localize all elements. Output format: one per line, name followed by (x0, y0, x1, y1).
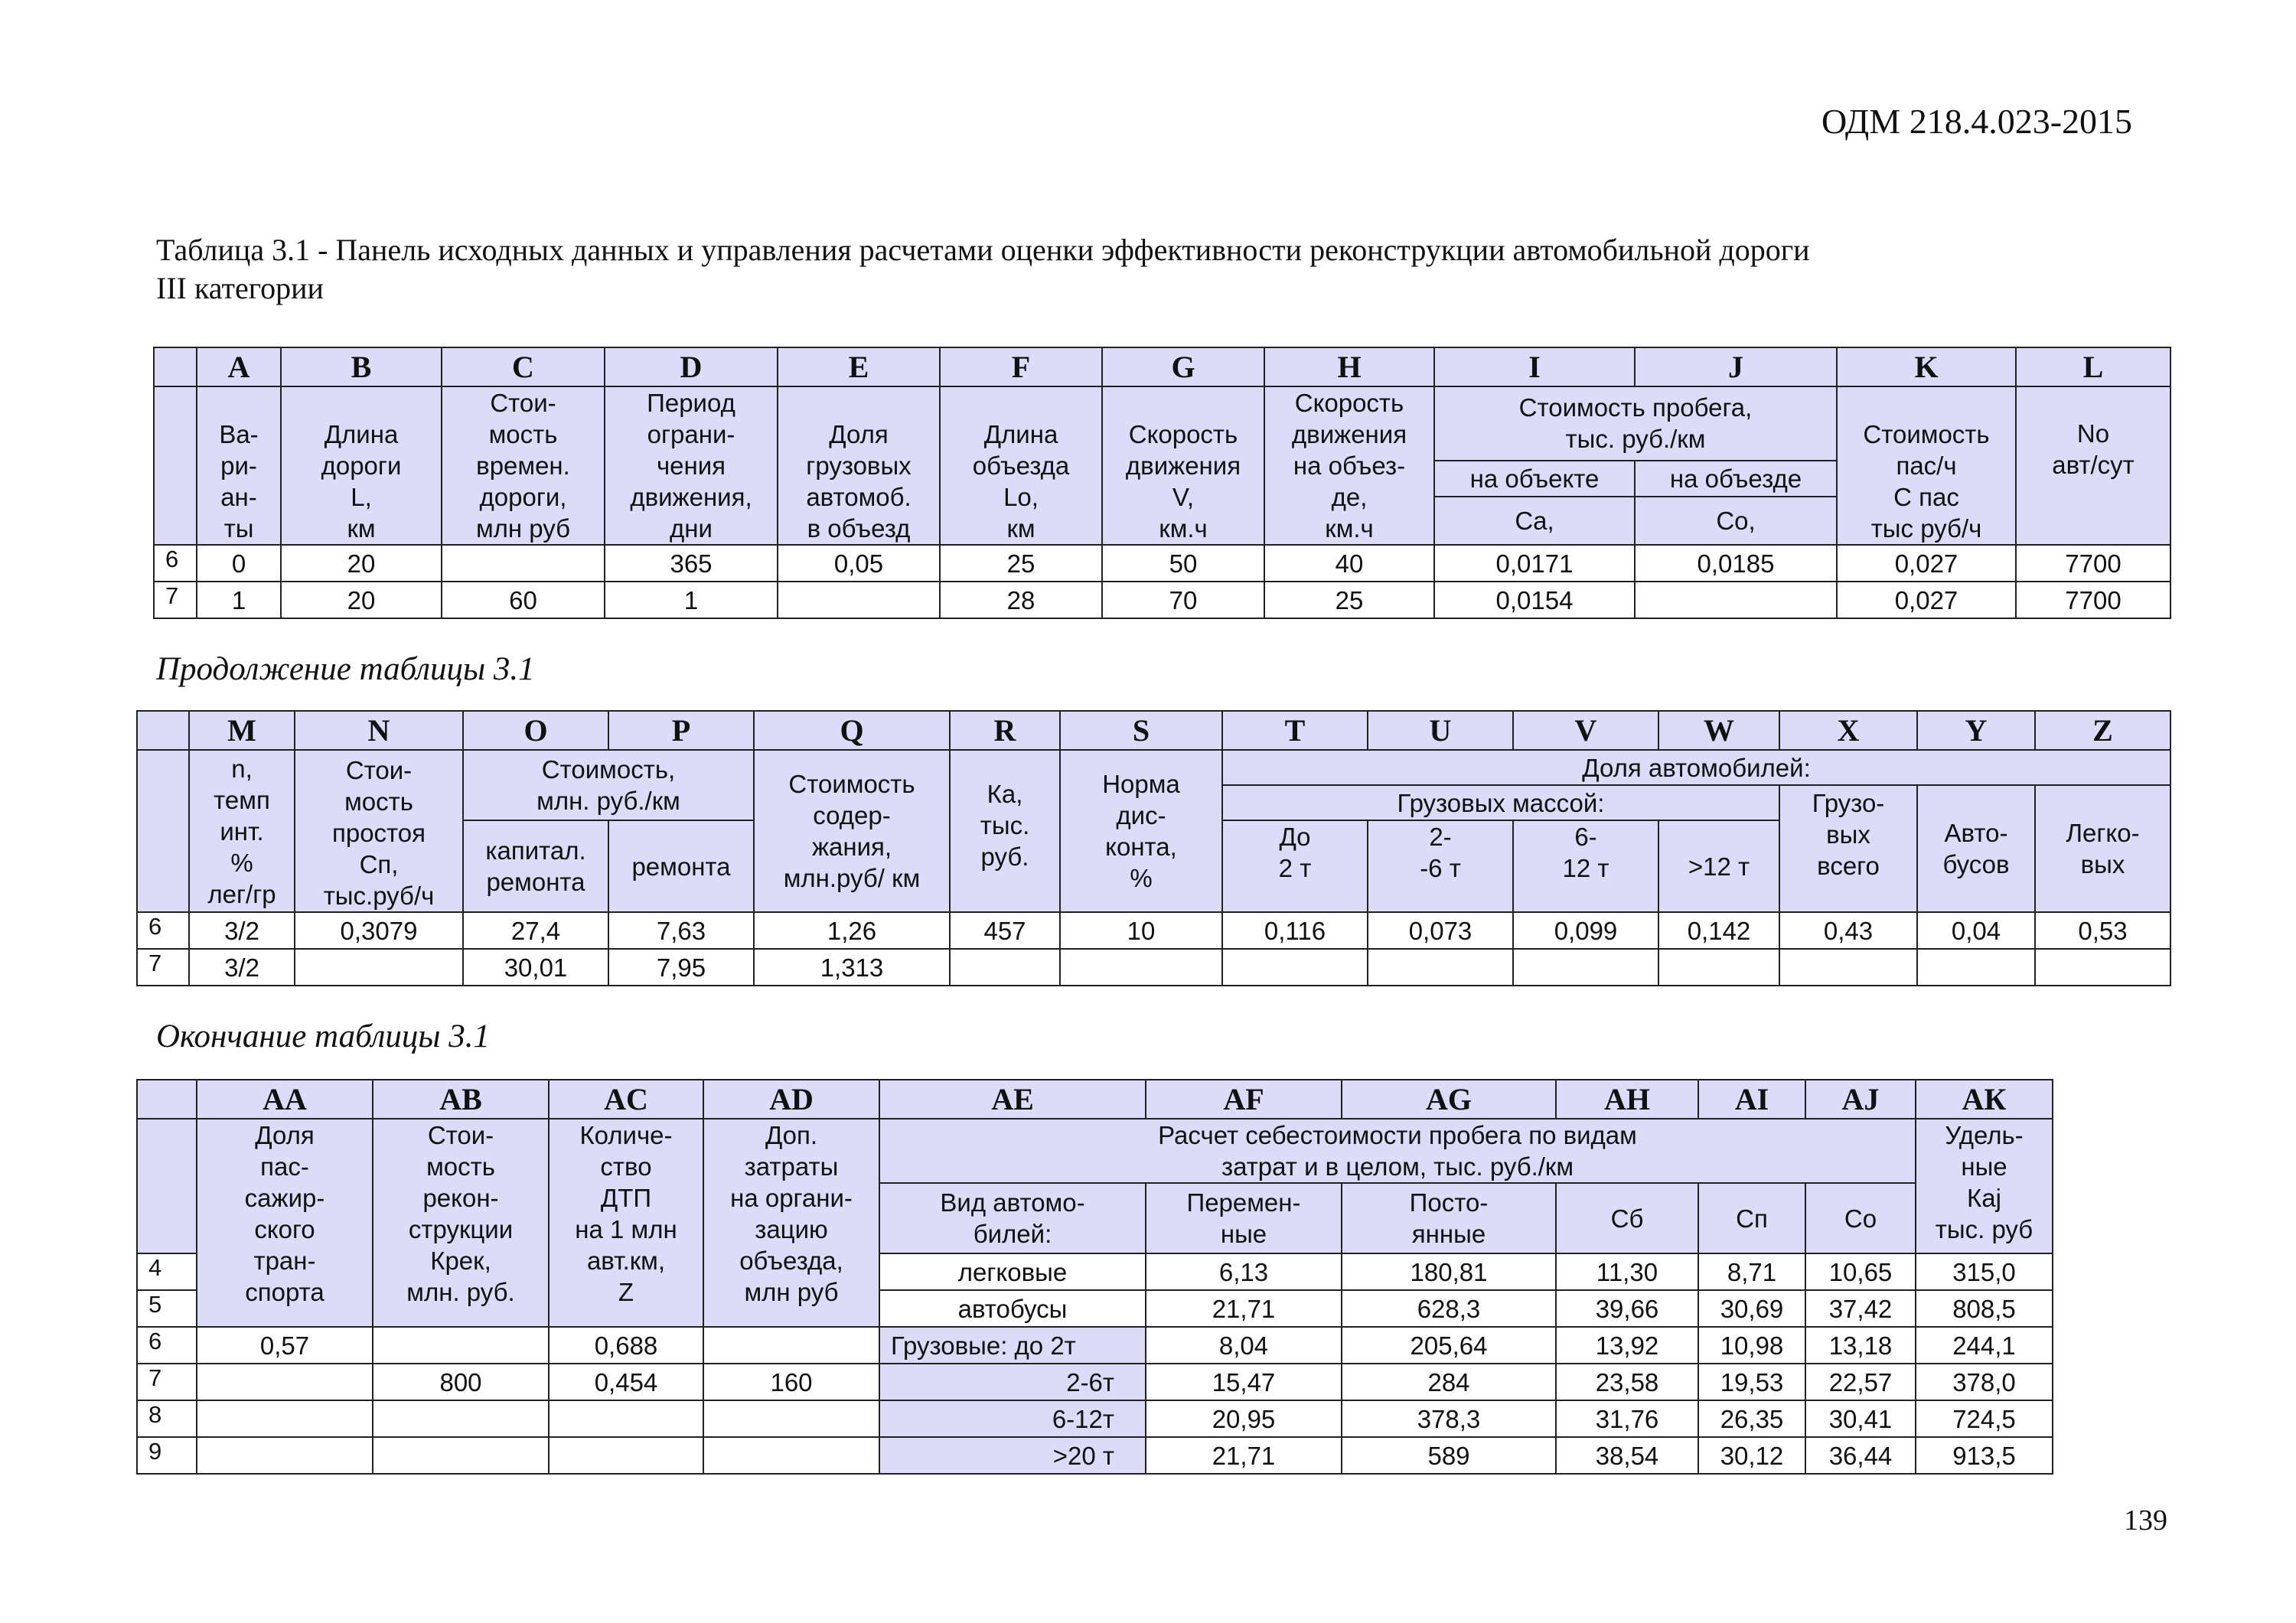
cell: 20 (281, 545, 442, 582)
cell: 38,54 (1556, 1437, 1698, 1474)
cell: 0,116 (1222, 912, 1368, 949)
header-row (137, 750, 2170, 785)
row-number: 6 (154, 545, 197, 582)
cell: 10 (1060, 912, 1222, 949)
cell: 7700 (2016, 545, 2170, 582)
cell: 6-12т (879, 1400, 1146, 1437)
header-run-cost: Стоимость пробега, тыс. руб./км (1434, 386, 1837, 461)
header-road-length: Длина дороги L, км (281, 386, 442, 545)
column-letters-row (137, 1080, 2053, 1119)
cell: 13,92 (1556, 1327, 1698, 1364)
cell (1658, 949, 1779, 986)
col-letter: K (1837, 347, 2016, 386)
header-buses: Авто- бусов (1917, 785, 2035, 912)
cell (549, 1437, 703, 1474)
cell: 37,42 (1805, 1290, 1916, 1327)
col-letter: AC (549, 1080, 703, 1119)
col-letter: N (295, 711, 463, 750)
col-letter: M (189, 711, 295, 750)
header-so: Со (1805, 1183, 1916, 1253)
cell: 30,01 (463, 949, 608, 986)
column-letters-row (154, 347, 2170, 386)
header-sp: Сп (1698, 1183, 1805, 1253)
cell (373, 1327, 549, 1364)
col-letter: O (463, 711, 608, 750)
header-capital-repair: капитал. ремонта (463, 820, 608, 912)
cell: 1 (197, 582, 281, 618)
cell: 205,64 (1342, 1327, 1556, 1364)
cell (373, 1437, 549, 1474)
cell (1635, 582, 1837, 618)
cell: 2-6т (879, 1364, 1146, 1400)
cell: 589 (1342, 1437, 1556, 1474)
continuation-title: Продолжение таблицы 3.1 (156, 651, 535, 687)
cell: 7,63 (608, 912, 754, 949)
corner-cell (137, 1119, 197, 1253)
col-letter: P (608, 711, 754, 750)
cell: 8,71 (1698, 1253, 1805, 1290)
col-letter: E (778, 347, 940, 386)
header-over-12t: >12 т (1658, 820, 1779, 912)
table-part-1 (153, 347, 2171, 619)
cell (703, 1400, 879, 1437)
cell: 60 (442, 582, 605, 618)
table-row (137, 949, 2170, 986)
col-letter: G (1102, 347, 1264, 386)
header-truck-share: Доля грузовых автомоб. в объезд (778, 386, 940, 545)
col-letter: R (950, 711, 1060, 750)
cell (1513, 949, 1658, 986)
col-letter: X (1779, 711, 1917, 750)
header-detour-length: Длина объезда Lo, км (940, 386, 1102, 545)
cell: 40 (1264, 545, 1434, 582)
cell: 3/2 (189, 949, 295, 986)
cell (549, 1400, 703, 1437)
row-number: 9 (137, 1437, 197, 1474)
table-caption (156, 231, 2146, 308)
table-row (154, 545, 2170, 582)
cell: 724,5 (1916, 1400, 2053, 1437)
table-row (137, 1327, 2053, 1364)
cell: 28 (940, 582, 1102, 618)
table-row (137, 1400, 2053, 1437)
header-extra-costs: Доп. затраты на органи- зацию объезда, млн руб (703, 1119, 879, 1327)
header-fixed: Посто- янные (1342, 1183, 1556, 1253)
cell: 0,0154 (1434, 582, 1635, 618)
cell: 1,26 (754, 912, 950, 949)
header-row (154, 386, 2170, 461)
cell: 15,47 (1146, 1364, 1342, 1400)
table-part-3 (136, 1079, 2053, 1475)
col-letter: S (1060, 711, 1222, 750)
cell: 284 (1342, 1364, 1556, 1400)
cell: 0,099 (1513, 912, 1658, 949)
header-specific-ka: Удель- ные Каj тыс. руб (1916, 1119, 2053, 1253)
cell: 30,41 (1805, 1400, 1916, 1437)
cell: 39,66 (1556, 1290, 1698, 1327)
header-detour-speed: Скорость движения на объез- де, км.ч (1264, 386, 1434, 545)
header-idle-cost: Стои- мость простоя Cп, тыс.руб/ч (295, 750, 463, 912)
cell: 30,69 (1698, 1290, 1805, 1327)
col-letter: AB (373, 1080, 549, 1119)
header-cost-per-km: Стоимость, млн. руб./км (463, 750, 754, 820)
header-passenger-cost: Стоимость пас/ч C пас тыс руб/ч (1837, 386, 2016, 545)
cell: 180,81 (1342, 1253, 1556, 1290)
row-number: 7 (154, 582, 197, 618)
cell: 7,95 (608, 949, 754, 986)
header-6-12t: 6- 12 т (1513, 820, 1658, 912)
cell: 0,04 (1917, 912, 2035, 949)
cell: 0,05 (778, 545, 940, 582)
caption-line-1: Таблица 3.1 - Панель исходных данных и управления расчетами оценки эффективности реконструкции автомобильной дороги (156, 233, 1810, 267)
cell: 0,027 (1837, 582, 2016, 618)
cell: 50 (1102, 545, 1264, 582)
cell: 25 (940, 545, 1102, 582)
cell: 0 (197, 545, 281, 582)
caption-line-2: III категории (156, 271, 324, 305)
header-sb: Сб (1556, 1183, 1698, 1253)
table-row (154, 582, 2170, 618)
cell: 3/2 (189, 912, 295, 949)
page-number: 139 (2124, 1504, 2167, 1537)
col-letter: Z (2035, 711, 2170, 750)
cell: 1 (605, 582, 778, 618)
cell (295, 949, 463, 986)
col-letter: A (197, 347, 281, 386)
cell: автобусы (879, 1290, 1146, 1327)
cell: 913,5 (1916, 1437, 2053, 1474)
cell: 21,71 (1146, 1437, 1342, 1474)
cell: 6,13 (1146, 1253, 1342, 1290)
cell: 808,5 (1916, 1290, 2053, 1327)
header-vehicle-share: Доля автомобилей: (1222, 750, 2170, 785)
header-traffic: No авт/сут (2016, 386, 2170, 545)
col-letter: AF (1146, 1080, 1342, 1119)
cell: 36,44 (1805, 1437, 1916, 1474)
cell: 0,53 (2035, 912, 2170, 949)
cell (1368, 949, 1513, 986)
cell: Грузовые: до 2т (879, 1327, 1146, 1364)
corner-cell (154, 386, 197, 545)
column-letters-row (137, 711, 2170, 750)
header-cost-calc: Расчет себестоимости пробега по видам затрат и в целом, тыс. руб./км (879, 1119, 1916, 1183)
cell: 457 (950, 912, 1060, 949)
cell: 21,71 (1146, 1290, 1342, 1327)
cell: 160 (703, 1364, 879, 1400)
corner-cell (154, 347, 197, 386)
cell: легковые (879, 1253, 1146, 1290)
corner-cell (137, 1080, 197, 1119)
col-letter: L (2016, 347, 2170, 386)
header-variable: Перемен- ные (1146, 1183, 1342, 1253)
cell: 0,0171 (1434, 545, 1635, 582)
header-reconstruction-cost: Стои- мость рекон- струкции Крек, млн. руб. (373, 1119, 549, 1327)
cell: 20,95 (1146, 1400, 1342, 1437)
col-letter: T (1222, 711, 1368, 750)
corner-cell (137, 711, 189, 750)
col-letter: D (605, 347, 778, 386)
table-part-2 (136, 710, 2171, 986)
cell (778, 582, 940, 618)
col-letter: U (1368, 711, 1513, 750)
col-letter: AК (1916, 1080, 2053, 1119)
header-growth-rate: n, темп инт. % лег/гр (189, 750, 295, 912)
col-letter: B (281, 347, 442, 386)
col-letter: V (1513, 711, 1658, 750)
col-letter: AI (1698, 1080, 1805, 1119)
table-row (137, 1364, 2053, 1400)
cell (197, 1437, 373, 1474)
cell: 0,688 (549, 1327, 703, 1364)
col-letter: AA (197, 1080, 373, 1119)
cell: 0,073 (1368, 912, 1513, 949)
header-cars: Легко- вых (2035, 785, 2170, 912)
cell: 315,0 (1916, 1253, 2053, 1290)
col-letter: AD (703, 1080, 879, 1119)
cell: 19,53 (1698, 1364, 1805, 1400)
header-on-object: на объекте (1434, 461, 1635, 497)
cell (373, 1400, 549, 1437)
cell: 0,3079 (295, 912, 463, 949)
cell: 1,313 (754, 949, 950, 986)
col-letter: F (940, 347, 1102, 386)
col-letter: H (1264, 347, 1434, 386)
header-temp-road-cost: Стои- мость времен. дороги, млн руб (442, 386, 605, 545)
row-number: 5 (137, 1290, 197, 1327)
cell (950, 949, 1060, 986)
cell (197, 1400, 373, 1437)
header-restriction-period: Период ограни- чения движения, дни (605, 386, 778, 545)
table-row (137, 1437, 2053, 1474)
cell: 20 (281, 582, 442, 618)
header-row (137, 1119, 2053, 1183)
cell: >20 т (879, 1437, 1146, 1474)
col-letter: I (1434, 347, 1635, 386)
row-number: 6 (137, 1327, 197, 1364)
cell: 11,30 (1556, 1253, 1698, 1290)
header-passenger-share: Доля пас- сажир- ского тран- спорта (197, 1119, 373, 1327)
cell (1060, 949, 1222, 986)
header-on-detour: на объезде (1635, 461, 1837, 497)
header-variants: Ва- ри- ан- ты (197, 386, 281, 545)
header-trucks-total: Грузо- вых всего (1779, 785, 1917, 912)
col-letter: AG (1342, 1080, 1556, 1119)
cell: 0,454 (549, 1364, 703, 1400)
col-letter: J (1635, 347, 1837, 386)
cell: 70 (1102, 582, 1264, 618)
header-accidents: Количе- ство ДТП на 1 млн авт.км, Z (549, 1119, 703, 1327)
document-code: ОДМ 218.4.023-2015 (1821, 102, 2133, 141)
header-up-to-2t: До 2 т (1222, 820, 1368, 912)
header-repair: ремонта (608, 820, 754, 912)
row-number: 8 (137, 1400, 197, 1437)
cell: 10,65 (1805, 1253, 1916, 1290)
cell (442, 545, 605, 582)
ending-title: Окончание таблицы 3.1 (156, 1018, 491, 1054)
cell (1222, 949, 1368, 986)
cell (197, 1364, 373, 1400)
header-vehicle-type: Вид автомо- билей: (879, 1183, 1146, 1253)
cell: 0,43 (1779, 912, 1917, 949)
cell: 31,76 (1556, 1400, 1698, 1437)
cell: 8,04 (1146, 1327, 1342, 1364)
cell: 0,142 (1658, 912, 1779, 949)
cell (703, 1437, 879, 1474)
cell: 0,57 (197, 1327, 373, 1364)
cell (703, 1327, 879, 1364)
header-cargo-by-mass: Грузовых массой: (1222, 785, 1779, 820)
col-letter: Y (1917, 711, 2035, 750)
row-number: 7 (137, 1364, 197, 1400)
col-letter: AH (1556, 1080, 1698, 1119)
cell: 365 (605, 545, 778, 582)
col-letter: AJ (1805, 1080, 1916, 1119)
cell: 800 (373, 1364, 549, 1400)
cell: 378,0 (1916, 1364, 2053, 1400)
col-letter: Q (754, 711, 950, 750)
cell: 30,12 (1698, 1437, 1805, 1474)
cell: 244,1 (1916, 1327, 2053, 1364)
row-number: 7 (137, 949, 189, 986)
header-maintenance-cost: Стоимость содер- жания, млн.руб/ км (754, 750, 950, 912)
cell (1917, 949, 2035, 986)
cell: 628,3 (1342, 1290, 1556, 1327)
col-letter: C (442, 347, 605, 386)
cell: 27,4 (463, 912, 608, 949)
cell: 13,18 (1805, 1327, 1916, 1364)
cell: 22,57 (1805, 1364, 1916, 1400)
col-letter: W (1658, 711, 1779, 750)
cell: 26,35 (1698, 1400, 1805, 1437)
cell: 378,3 (1342, 1400, 1556, 1437)
header-discount-rate: Норма дис- конта, % (1060, 750, 1222, 912)
header-speed: Скорость движения V, км.ч (1102, 386, 1264, 545)
cell: 0,027 (1837, 545, 2016, 582)
header-co: Co, (1635, 497, 1837, 545)
cell: 25 (1264, 582, 1434, 618)
header-ka: Ка, тыс. руб. (950, 750, 1060, 912)
cell: 0,0185 (1635, 545, 1837, 582)
corner-cell (137, 750, 189, 912)
row-number: 4 (137, 1253, 197, 1290)
cell: 7700 (2016, 582, 2170, 618)
table-row (137, 912, 2170, 949)
col-letter: AE (879, 1080, 1146, 1119)
header-ca: Ca, (1434, 497, 1635, 545)
row-number: 6 (137, 912, 189, 949)
header-2-6t: 2- -6 т (1368, 820, 1513, 912)
cell: 23,58 (1556, 1364, 1698, 1400)
cell (2035, 949, 2170, 986)
cell (1779, 949, 1917, 986)
cell: 10,98 (1698, 1327, 1805, 1364)
